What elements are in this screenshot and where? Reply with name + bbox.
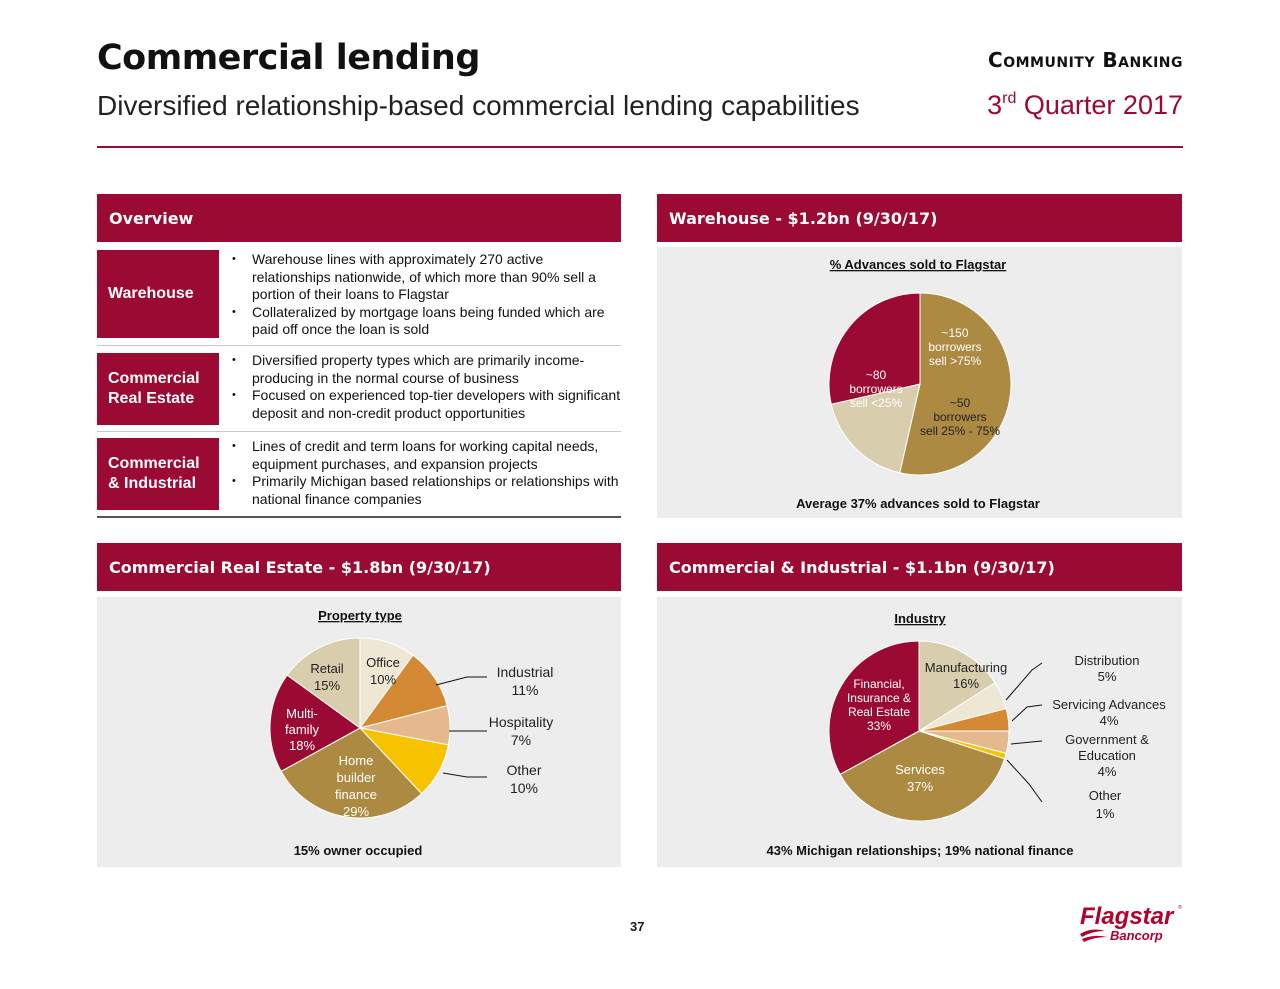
overview-bullet: • Primarily Michigan based relationships or relationships with national finance companies [230,473,625,508]
slice-label-line: Retail [310,661,344,676]
page-title: Commercial lending [97,38,480,78]
overview-label-ci [97,438,219,510]
logo-swoosh-icon [1082,936,1107,942]
slice-label-line: 15% [313,678,341,693]
overview-label-line: Real Estate [108,390,195,407]
logo-trademark-icon: ® [1178,905,1182,911]
ci-header: Commercial & Industrial - $1.1bn (9/30/17) [657,543,1182,591]
overview-bullet: • Warehouse lines with approximately 270 active relationships nationwide, of which more than 90% sell a portion of their loans to Flagstar [230,251,625,304]
quarter-number: 3 [987,90,1003,120]
leader-line [443,773,487,777]
slice-label-line: Other [1088,788,1122,803]
slice-label [489,714,554,748]
overview-label-line: Commercial [108,370,200,387]
slice-label-line: 33% [866,719,892,733]
slice-label [1074,653,1139,684]
warehouse-header: Warehouse - $1.2bn (9/30/17) [657,194,1182,242]
page-number: 37 [630,919,645,934]
slice-label-line: family [285,722,319,737]
page-subtitle: Diversified relationship-based commercial lending capabilities [97,90,860,121]
slice-label-line: Government & [1065,732,1149,747]
slice-label-line: Hospitality [488,714,554,730]
slice-label [1089,788,1122,821]
slice-label [497,664,554,698]
warehouse-pie-chart [657,247,1182,518]
ci-panel [657,597,1182,867]
overview-bullet: • Diversified property types which are primarily income-producing in the normal course of business [230,352,625,387]
overview-label-line: Warehouse [108,285,194,302]
slice-label-line: Real Estate [847,705,911,719]
slice-label-line: Distribution [1074,653,1140,668]
quarter-suffix: rd [1002,90,1017,107]
section-label: Community Banking [988,48,1183,72]
slice-label-line: sell <25% [849,396,903,410]
slice-label-line: ~80 [865,368,887,382]
overview-label-cre [97,353,219,425]
slice-label-line: Multi- [286,706,318,721]
quarter-label [987,90,1183,121]
slice-label-line: 10% [509,780,539,796]
slice-label-line: 1% [1095,806,1115,821]
slice-label-line: Education [1078,748,1136,763]
leader-line [1011,741,1042,744]
leader-line [1012,705,1042,721]
slice-label-line: ~150 [941,326,969,340]
slice-label-line: Office [366,655,400,670]
cre-pie-chart [97,597,621,867]
chart-title: Industry [894,611,946,626]
slice-label-line: 29% [342,804,370,819]
leader-line [436,677,487,685]
slice-label-line: 16% [952,676,980,691]
overview-bottom-rule [97,516,621,518]
warehouse-panel [657,247,1182,518]
slice-label [1065,732,1149,779]
slice-label-line: sell >75% [928,354,982,368]
overview-row-divider [97,345,621,346]
cre-header: Commercial Real Estate - $1.8bn (9/30/17) [97,543,621,591]
slice-label-line: 5% [1097,669,1117,684]
leader-line [1007,760,1042,802]
slice-label-line: Insurance & [846,691,912,705]
slice-label-line: 10% [369,672,397,687]
overview-label-warehouse [97,250,219,338]
slice-label-line: Home [338,753,374,768]
slice-label [506,762,541,796]
slice-label-line: builder [336,770,376,785]
overview-bullets-cre [230,352,625,422]
header-divider [97,146,1183,148]
slice-label-line: Financial, [853,677,905,691]
overview-bullet: • Focused on experienced top-tier developers with significant deposit and non-credit product opportunities [230,387,625,422]
overview-bullets-warehouse [230,251,625,339]
overview-bullet: • Lines of credit and term loans for working capital needs, equipment purchases, and expansion projects [230,438,625,473]
slice-label-line: borrowers [849,382,903,396]
slice-label-line: 18% [288,738,316,753]
chart-footer: 15% owner occupied [293,843,423,858]
slice-label [285,706,319,753]
slice-label-line: 37% [906,779,934,794]
overview-bullets-ci [230,438,625,508]
overview-bullet: • Collateralized by mortgage loans being funded which are paid off once the loan is sold [230,304,625,339]
chart-title: % Advances sold to Flagstar [829,257,1007,272]
slice-label-line: 7% [510,732,532,748]
slice-label-line: Industrial [496,664,554,680]
quarter-text: Quarter 2017 [1016,90,1183,120]
chart-title: Property type [318,608,402,623]
slice-label-line: borrowers [933,410,987,424]
slice-label-line: Services [895,762,945,777]
slice-label-line: Servicing Advances [1052,697,1166,712]
slice-label-line: ~50 [949,396,971,410]
slice-label-line: Other [506,762,542,778]
slice-label-line: borrowers [928,340,982,354]
leader-line [1006,663,1042,700]
chart-footer: 43% Michigan relationships; 19% national finance [766,843,1074,858]
slice-label-line: finance [335,787,377,802]
slice-label-line: 11% [511,682,539,698]
logo-name: Flagstar [1080,903,1174,930]
overview-header: Overview [97,194,621,242]
slice-label-line: sell 25% - 75% [919,424,1001,438]
logo-swoosh-icon [1080,930,1105,937]
slice-label-line: 4% [1099,713,1119,728]
logo-sub: Bancorp [1110,928,1163,943]
cre-panel [97,597,621,867]
chart-footer: Average 37% advances sold to Flagstar [796,496,1040,511]
slice-label-line: 4% [1097,764,1117,779]
slice-label-line: Manufacturing [924,660,1008,675]
ci-pie-chart [657,597,1182,867]
flagstar-logo [1078,900,1188,945]
slice-label [1052,697,1166,728]
overview-row-divider [97,431,621,432]
overview-label-line: & Industrial [108,475,197,492]
overview-label-line: Commercial [108,455,200,472]
